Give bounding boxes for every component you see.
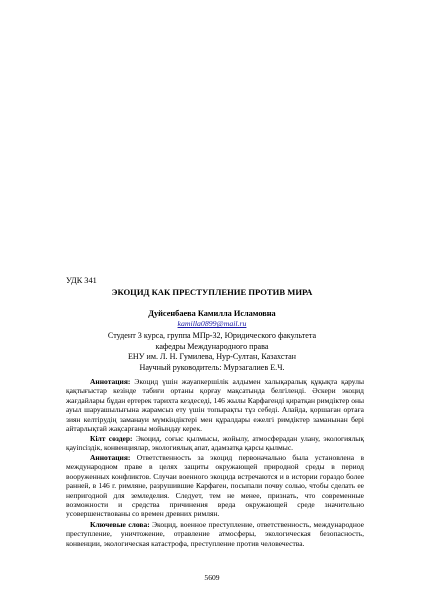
keywords-russian-text: Экоцид, военное преступление, ответственность, международное преступление, уничтожение, отравление атмосферы, экологическая безопасность, конвенции, экологическая катастрофа, преступление против человечества. — [66, 520, 364, 548]
page-number: 5609 — [204, 573, 220, 582]
article-title: ЭКОЦИД КАК ПРЕСТУПЛЕНИЕ ПРОТИВ МИРА — [111, 287, 313, 297]
affiliation-line: ЕНУ им. Л. Н. Гумилева, Нур-Султан, Казахстан — [127, 352, 297, 361]
affiliation-line: кафедры Международного права — [155, 341, 269, 351]
email-link[interactable]: kamilla0899@mail.ru — [177, 319, 247, 328]
keywords-russian-label: Ключевые слова: — [90, 520, 150, 529]
keywords-russian — [66, 520, 364, 548]
affiliation-line: Научный руководитель: Мурзагалиев Е.Ч. — [139, 362, 285, 372]
annotation-russian-label: Аннотация: — [90, 453, 131, 462]
keywords-kazakh-label: Кілт сөздер: — [90, 434, 133, 443]
keywords-kazakh-text: Экоцид, соғыс қылмысы, жойылу, атмосферадан улану, экологиялық қауіпсіздік, конвенциялар, экологиялық апат, адамзатқа қарсы қылмыс. — [66, 434, 364, 453]
udk-code: УДК 341 — [66, 276, 97, 285]
author-email[interactable] — [0, 319, 424, 330]
annotation-russian-text: Ответственность за экоцид первоначально была установлена в международном праве в целях защиты окружающей природной среды в период вооруженных конфликтов. Случаи военного экоцида встречаются и в истории гораздо более ранней, в 146 г. римляне, разрушившие Карфаген, посыпали почву солью, чтобы сделать ее непригодной для земледелия. Следует, тем не менее, признать, что современные возможности и средства причинения вреда окружающей среде значительно усовершенствованы со времен древних римлян. — [66, 453, 364, 519]
annotation-russian — [66, 453, 364, 519]
author-affiliation — [0, 331, 424, 373]
affiliation-line: Студент 3 курса, группа МПр-32, Юридического факультета — [107, 331, 317, 340]
annotation-kazakh-label: Аннотация: — [90, 377, 131, 386]
keywords-kazakh — [66, 434, 364, 453]
annotation-kazakh-text: Экоцид үшін жауапкершілік алдымен халықаралық құқықта қарулы қақтығыстар кезінде табиғи ортаны қорғау мақсатында белгіленді. Әскери экоцид жағдайлары бұдан ертерек тарихта кездеседі, 146 жылы Карфагенді қиратқан римдіктер оны ауыл шаруашылығына жарамсыз ету үшін топырақты тұз себеді. Алайда, қоршаған ортаға зиян келтірудің заманауи мүмкіндіктері мен құралдары ежелгі римдіктер заманынан бері айтарлықтай жақсарғаны мойындау керек. — [66, 377, 364, 434]
author-name: Дуйсенбаева Камилла Исламовна — [148, 309, 276, 318]
annotation-kazakh — [66, 377, 364, 433]
